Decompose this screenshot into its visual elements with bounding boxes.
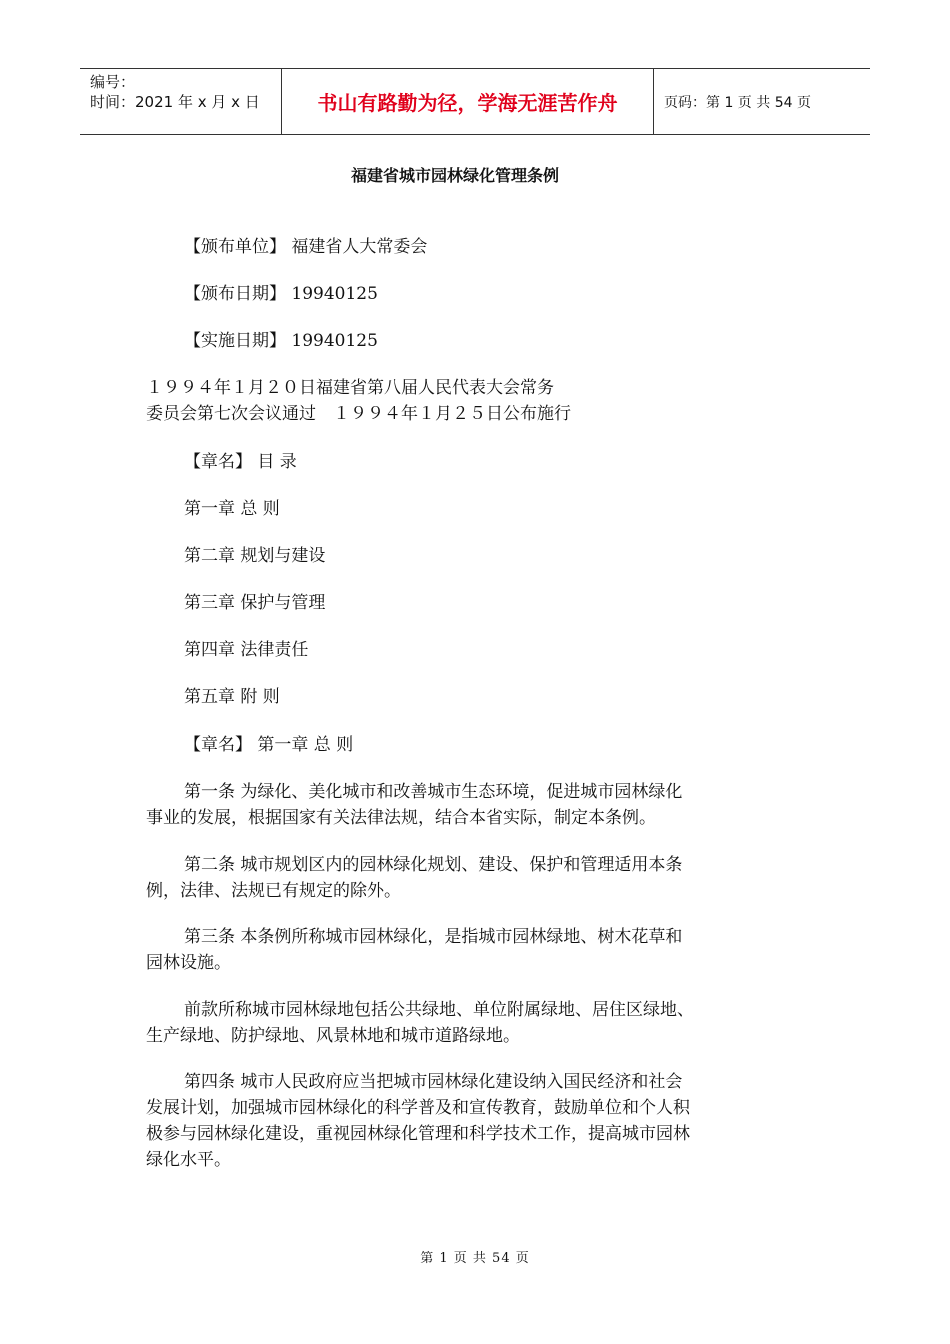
article-line: 事业的发展，根据国家有关法律法规，结合本省实际，制定本条例。 (146, 808, 656, 828)
article-line: 极参与园林绿化建设，重视园林绿化管理和科学技术工作，提高城市园林 (146, 1124, 690, 1144)
date-line: 时间：2021 年 x 月 x 日 (90, 93, 260, 111)
toc-heading: 【章名】 目 录 (184, 452, 297, 472)
article-line: 第四条 城市人民政府应当把城市园林绿化建设纳入国民经济和社会 (184, 1072, 683, 1092)
toc-item: 第二章 规划与建设 (184, 546, 326, 566)
article-line: 园林设施。 (146, 953, 231, 973)
toc-item: 第一章 总 则 (184, 499, 280, 519)
page-header (80, 68, 870, 135)
page-info: 页码：第 1 页 共 54 页 (664, 94, 811, 111)
article-line: 第一条 为绿化、美化城市和改善城市生态环境，促进城市园林绿化 (184, 782, 683, 802)
meta-issuer: 【颁布单位】 福建省人大常委会 (184, 237, 428, 257)
toc-item: 第四章 法律责任 (184, 640, 309, 660)
meta-issue-date: 【颁布日期】 19940125 (184, 284, 378, 304)
header-meta (80, 69, 282, 134)
page-footer: 第 1 页 共 54 页 (420, 1251, 530, 1266)
adoption-line: １９９４年１月２０日福建省第八届人民代表大会常务 (146, 378, 554, 398)
article-line: 生产绿地、防护绿地、风景林地和城市道路绿地。 (146, 1026, 520, 1046)
article-line: 发展计划，加强城市园林绿化的科学普及和宣传教育，鼓励单位和个人积 (146, 1098, 690, 1118)
toc-item: 第五章 附 则 (184, 687, 280, 707)
article-line: 前款所称城市园林绿地包括公共绿地、单位附属绿地、居住区绿地、 (184, 1000, 694, 1020)
chapter-heading: 【章名】 第一章 总 则 (184, 735, 354, 755)
toc-item: 第三章 保护与管理 (184, 593, 326, 613)
article-line: 绿化水平。 (146, 1150, 231, 1170)
serial-label: 编号： (90, 73, 136, 91)
meta-effective-date: 【实施日期】 19940125 (184, 331, 378, 351)
document-title: 福建省城市园林绿化管理条例 (350, 166, 559, 185)
motto: 书山有路勤为径，学海无涯苦作舟 (282, 69, 654, 134)
article-line: 第二条 城市规划区内的园林绿化规划、建设、保护和管理适用本条 (184, 855, 683, 875)
adoption-line: 委员会第七次会议通过 １９９４年１月２５日公布施行 (146, 404, 571, 424)
article-line: 例，法律、法规已有规定的除外。 (146, 881, 401, 901)
article-line: 第三条 本条例所称城市园林绿化，是指城市园林绿地、树木花草和 (184, 927, 683, 947)
